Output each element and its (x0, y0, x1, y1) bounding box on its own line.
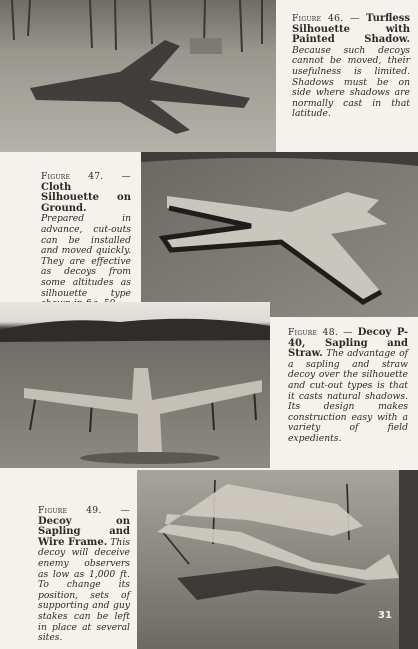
caption-figure-46 (292, 14, 410, 120)
figure-number: Figure 48. — (288, 327, 353, 338)
figure-description: The advantage of a sapling and straw decoy over the silhouette and cut-out types is that it casts natural shadows. Its design makes construction easy with a variety of field expedients. (288, 348, 409, 444)
caption-figure-47 (41, 172, 131, 310)
figure-number: Figure 49. — (38, 505, 130, 516)
figure-number: Figure 46. — (292, 13, 360, 24)
photo-figure-47 (141, 152, 418, 317)
page-number: 31 (378, 610, 392, 621)
figure-description: Prepared in advance, cut-outs can be installed and moved quickly. They are effective as decoys from some altitudes as silhouette type (41, 213, 131, 299)
figure-description: This decoy will deceive enemy observers as low as 1,000 ft. To change its position, sets of supporting and guy stakes can be left in place at several sites. (38, 536, 130, 644)
caption-figure-48 (288, 328, 408, 445)
figure-title: Turfless Silhouette with Painted Shadow. (292, 13, 411, 46)
figure-number: Figure 47. — (41, 171, 131, 182)
figure-title: Cloth Silhouette on Ground. (41, 181, 131, 214)
figure-description: Because such decoys cannot be moved, their usefulness is limited. Shadows must be on side where shadows are normally cast in that latitude. (292, 44, 410, 120)
figure-title: Decoy on Sapling and Wire Frame. (38, 515, 130, 548)
photo-figure-49 (137, 470, 418, 649)
photo-figure-46 (0, 0, 276, 152)
photo-figure-48 (0, 302, 270, 468)
caption-figure-49 (38, 506, 130, 644)
figure-title: Decoy P-40, Sapling and Straw. (288, 327, 408, 360)
